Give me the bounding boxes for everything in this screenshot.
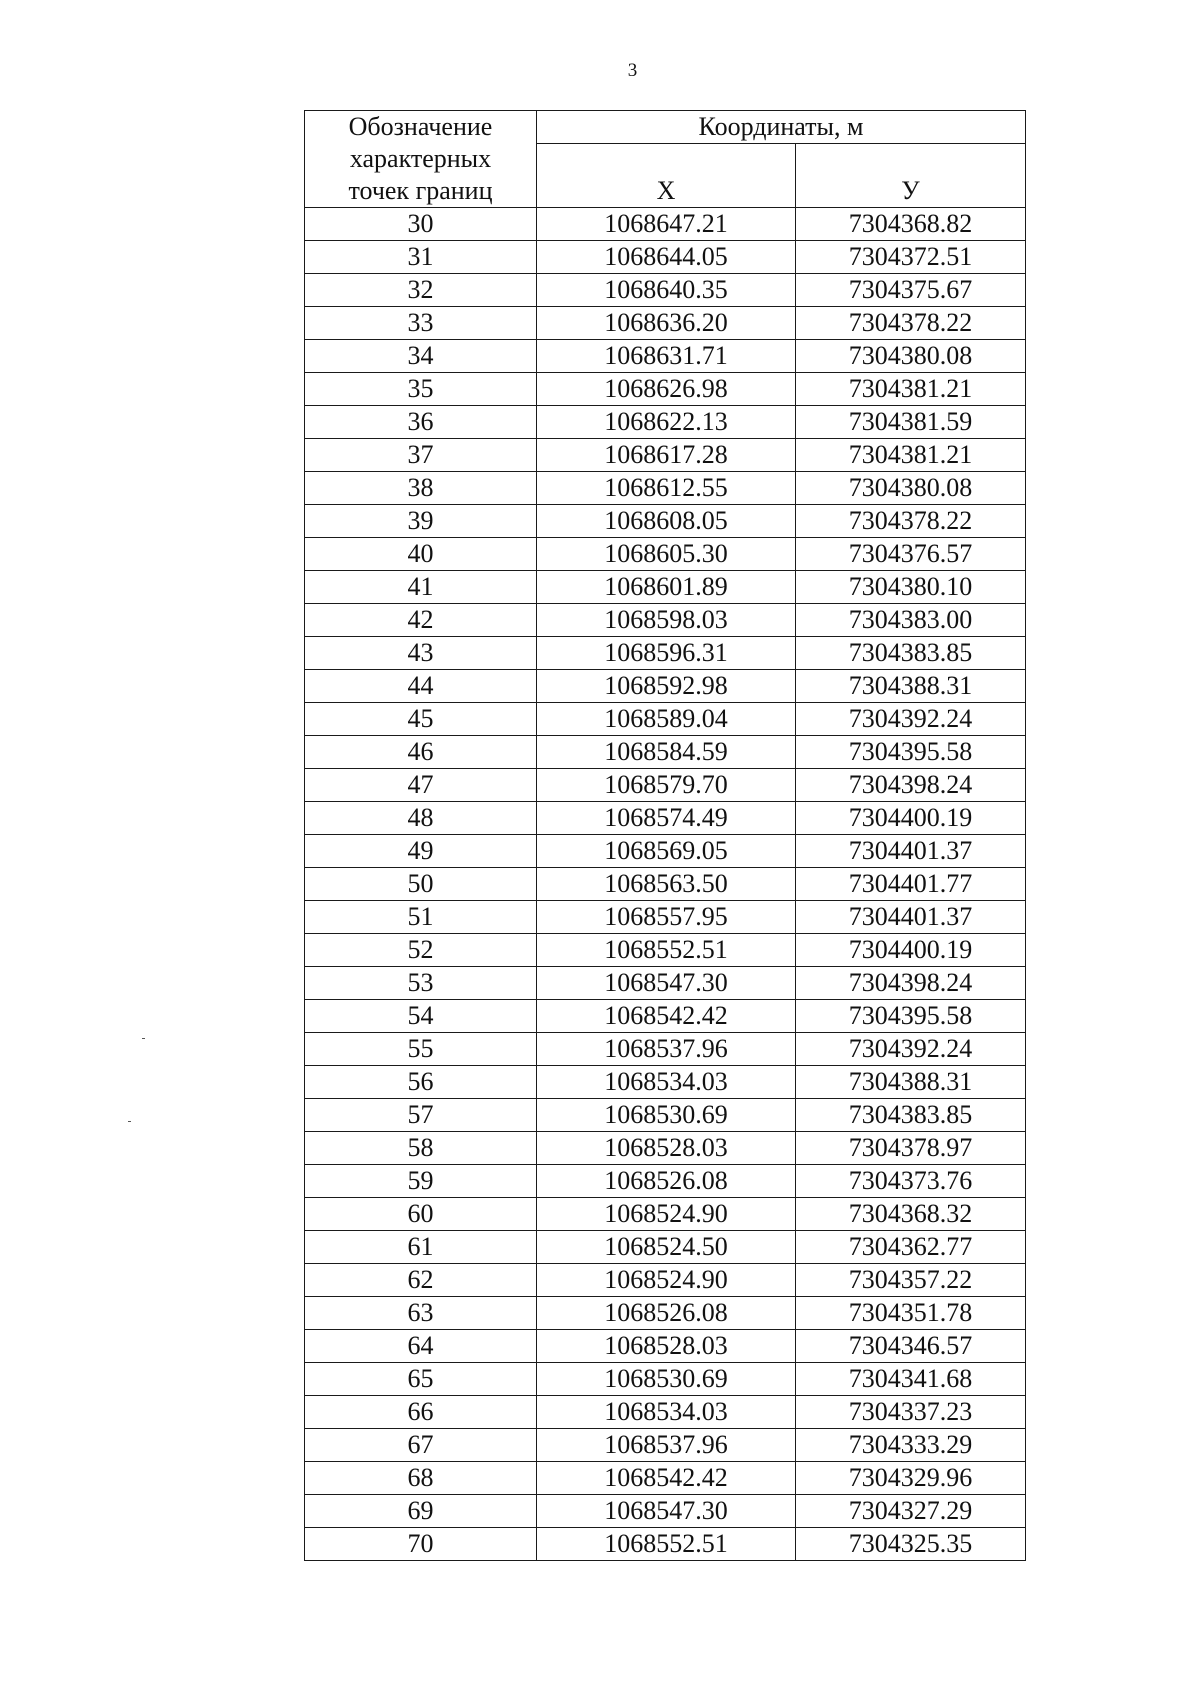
- point-cell: 56: [305, 1066, 537, 1099]
- y-coordinate-cell: 7304372.51: [796, 241, 1026, 274]
- table-row: [305, 934, 1026, 967]
- x-coordinate-cell: 1068579.70: [537, 769, 796, 802]
- y-coordinate-cell: 7304383.85: [796, 637, 1026, 670]
- point-cell: 42: [305, 604, 537, 637]
- x-coordinate-cell: 1068528.03: [537, 1330, 796, 1363]
- x-coordinate-cell: 1068526.08: [537, 1165, 796, 1198]
- point-cell: 46: [305, 736, 537, 769]
- point-header-line: Обозначение: [348, 112, 493, 141]
- table-row: [305, 1198, 1026, 1231]
- point-cell: 51: [305, 901, 537, 934]
- y-coordinate-cell: 7304381.59: [796, 406, 1026, 439]
- x-coordinate-cell: 1068589.04: [537, 703, 796, 736]
- table-row: [305, 967, 1026, 1000]
- x-coordinate-cell: 1068647.21: [537, 208, 796, 241]
- x-coordinate-cell: 1068569.05: [537, 835, 796, 868]
- y-coordinate-cell: 7304388.31: [796, 1066, 1026, 1099]
- point-cell: 49: [305, 835, 537, 868]
- table-row: [305, 472, 1026, 505]
- point-header-line: точек границ: [348, 176, 493, 205]
- point-cell: 41: [305, 571, 537, 604]
- point-cell: 35: [305, 373, 537, 406]
- y-coordinate-cell: 7304380.10: [796, 571, 1026, 604]
- table-row: [305, 1066, 1026, 1099]
- y-coordinate-cell: 7304378.97: [796, 1132, 1026, 1165]
- table-row: [305, 307, 1026, 340]
- x-coordinate-cell: 1068584.59: [537, 736, 796, 769]
- x-coordinate-cell: 1068530.69: [537, 1099, 796, 1132]
- table-row: [305, 1462, 1026, 1495]
- table-row: [305, 1297, 1026, 1330]
- table-row: [305, 439, 1026, 472]
- x-coordinate-cell: 1068631.71: [537, 340, 796, 373]
- y-coordinate-cell: 7304368.82: [796, 208, 1026, 241]
- point-cell: 59: [305, 1165, 537, 1198]
- point-designation-header: [305, 111, 537, 208]
- point-cell: 61: [305, 1231, 537, 1264]
- point-cell: 66: [305, 1396, 537, 1429]
- table-row: [305, 769, 1026, 802]
- point-cell: 60: [305, 1198, 537, 1231]
- y-coordinate-cell: 7304392.24: [796, 1033, 1026, 1066]
- table-body: [305, 208, 1026, 1561]
- y-coordinate-cell: 7304362.77: [796, 1231, 1026, 1264]
- y-coordinate-cell: 7304373.76: [796, 1165, 1026, 1198]
- point-cell: 44: [305, 670, 537, 703]
- y-coordinate-cell: 7304381.21: [796, 373, 1026, 406]
- table-row: [305, 1429, 1026, 1462]
- table-row: [305, 1330, 1026, 1363]
- x-coordinate-cell: 1068601.89: [537, 571, 796, 604]
- x-coordinate-cell: 1068537.96: [537, 1033, 796, 1066]
- x-coordinate-cell: 1068524.90: [537, 1264, 796, 1297]
- x-coordinate-cell: 1068530.69: [537, 1363, 796, 1396]
- x-coordinate-cell: 1068552.51: [537, 934, 796, 967]
- x-coordinate-cell: 1068636.20: [537, 307, 796, 340]
- table-row: [305, 373, 1026, 406]
- table-row: [305, 736, 1026, 769]
- point-cell: 50: [305, 868, 537, 901]
- table-row: [305, 571, 1026, 604]
- point-cell: 53: [305, 967, 537, 1000]
- x-coordinate-cell: 1068542.42: [537, 1000, 796, 1033]
- y-coordinate-cell: 7304376.57: [796, 538, 1026, 571]
- y-coordinate-cell: 7304325.35: [796, 1528, 1026, 1561]
- x-coordinate-cell: 1068563.50: [537, 868, 796, 901]
- table-row: [305, 868, 1026, 901]
- table-row: [305, 340, 1026, 373]
- y-coordinate-cell: 7304400.19: [796, 934, 1026, 967]
- x-coordinate-cell: 1068528.03: [537, 1132, 796, 1165]
- table-row: [305, 1528, 1026, 1561]
- y-coordinate-cell: 7304392.24: [796, 703, 1026, 736]
- x-coordinate-cell: 1068612.55: [537, 472, 796, 505]
- y-coordinate-cell: 7304383.85: [796, 1099, 1026, 1132]
- scan-speck: [142, 1038, 145, 1039]
- x-coordinate-cell: 1068592.98: [537, 670, 796, 703]
- y-coordinate-cell: 7304375.67: [796, 274, 1026, 307]
- point-cell: 63: [305, 1297, 537, 1330]
- point-cell: 38: [305, 472, 537, 505]
- y-coordinate-cell: 7304401.77: [796, 868, 1026, 901]
- point-cell: 32: [305, 274, 537, 307]
- page-number: 3: [627, 60, 638, 81]
- scan-speck: [128, 1121, 131, 1122]
- point-cell: 48: [305, 802, 537, 835]
- x-coordinate-cell: 1068534.03: [537, 1066, 796, 1099]
- table-row: [305, 241, 1026, 274]
- table-row: [305, 1033, 1026, 1066]
- table-row: [305, 208, 1026, 241]
- table-row: [305, 538, 1026, 571]
- x-coordinate-cell: 1068644.05: [537, 241, 796, 274]
- x-coordinate-cell: 1068547.30: [537, 967, 796, 1000]
- table-row: [305, 1165, 1026, 1198]
- y-coordinate-cell: 7304398.24: [796, 769, 1026, 802]
- point-cell: 52: [305, 934, 537, 967]
- y-coordinate-cell: 7304337.23: [796, 1396, 1026, 1429]
- table-row: [305, 505, 1026, 538]
- x-coordinate-cell: 1068596.31: [537, 637, 796, 670]
- x-coordinate-cell: 1068537.96: [537, 1429, 796, 1462]
- table-row: [305, 637, 1026, 670]
- table-row: [305, 1396, 1026, 1429]
- table-row: [305, 1363, 1026, 1396]
- point-cell: 37: [305, 439, 537, 472]
- point-cell: 34: [305, 340, 537, 373]
- point-cell: 54: [305, 1000, 537, 1033]
- coordinates-table: [304, 110, 1026, 1561]
- y-coordinate-cell: 7304380.08: [796, 472, 1026, 505]
- point-cell: 36: [305, 406, 537, 439]
- table-row: [305, 274, 1026, 307]
- table-row: [305, 835, 1026, 868]
- table-row: [305, 703, 1026, 736]
- x-coordinate-cell: 1068524.90: [537, 1198, 796, 1231]
- table-row: [305, 802, 1026, 835]
- point-header-line: характерных: [349, 144, 492, 173]
- x-coordinate-cell: 1068574.49: [537, 802, 796, 835]
- point-cell: 33: [305, 307, 537, 340]
- y-coordinate-cell: 7304333.29: [796, 1429, 1026, 1462]
- point-cell: 67: [305, 1429, 537, 1462]
- table-row: [305, 1000, 1026, 1033]
- y-coordinate-cell: 7304368.32: [796, 1198, 1026, 1231]
- y-coordinate-cell: 7304378.22: [796, 307, 1026, 340]
- table-row: [305, 1231, 1026, 1264]
- point-cell: 62: [305, 1264, 537, 1297]
- x-coordinate-cell: 1068557.95: [537, 901, 796, 934]
- y-coordinate-cell: 7304346.57: [796, 1330, 1026, 1363]
- x-coordinate-cell: 1068640.35: [537, 274, 796, 307]
- y-coordinate-cell: 7304378.22: [796, 505, 1026, 538]
- y-coordinate-cell: 7304395.58: [796, 736, 1026, 769]
- point-cell: 65: [305, 1363, 537, 1396]
- y-coordinate-cell: 7304401.37: [796, 835, 1026, 868]
- point-cell: 55: [305, 1033, 537, 1066]
- table-row: [305, 1264, 1026, 1297]
- x-coordinate-cell: 1068608.05: [537, 505, 796, 538]
- x-coordinate-cell: 1068605.30: [537, 538, 796, 571]
- point-cell: 40: [305, 538, 537, 571]
- x-coordinate-cell: 1068526.08: [537, 1297, 796, 1330]
- table-header: [305, 111, 1026, 208]
- x-coordinate-cell: 1068598.03: [537, 604, 796, 637]
- table-row: [305, 1099, 1026, 1132]
- y-coordinate-cell: 7304400.19: [796, 802, 1026, 835]
- x-coordinate-cell: 1068626.98: [537, 373, 796, 406]
- point-cell: 30: [305, 208, 537, 241]
- y-column-header: У: [796, 144, 1026, 208]
- x-coordinate-cell: 1068534.03: [537, 1396, 796, 1429]
- point-cell: 64: [305, 1330, 537, 1363]
- y-coordinate-cell: 7304388.31: [796, 670, 1026, 703]
- point-cell: 31: [305, 241, 537, 274]
- y-coordinate-cell: 7304327.29: [796, 1495, 1026, 1528]
- point-cell: 57: [305, 1099, 537, 1132]
- table-row: [305, 670, 1026, 703]
- point-cell: 68: [305, 1462, 537, 1495]
- point-cell: 70: [305, 1528, 537, 1561]
- table-row: [305, 604, 1026, 637]
- x-coordinate-cell: 1068617.28: [537, 439, 796, 472]
- x-coordinate-cell: 1068524.50: [537, 1231, 796, 1264]
- y-coordinate-cell: 7304401.37: [796, 901, 1026, 934]
- x-coordinate-cell: 1068542.42: [537, 1462, 796, 1495]
- y-coordinate-cell: 7304380.08: [796, 340, 1026, 373]
- table-row: [305, 901, 1026, 934]
- y-coordinate-cell: 7304329.96: [796, 1462, 1026, 1495]
- y-coordinate-cell: 7304341.68: [796, 1363, 1026, 1396]
- y-coordinate-cell: 7304381.21: [796, 439, 1026, 472]
- y-coordinate-cell: 7304351.78: [796, 1297, 1026, 1330]
- table-row: [305, 406, 1026, 439]
- x-column-header: X: [537, 144, 796, 208]
- table-row: [305, 1132, 1026, 1165]
- point-cell: 47: [305, 769, 537, 802]
- x-coordinate-cell: 1068622.13: [537, 406, 796, 439]
- point-cell: 39: [305, 505, 537, 538]
- x-coordinate-cell: 1068547.30: [537, 1495, 796, 1528]
- y-coordinate-cell: 7304398.24: [796, 967, 1026, 1000]
- point-cell: 69: [305, 1495, 537, 1528]
- x-coordinate-cell: 1068552.51: [537, 1528, 796, 1561]
- coordinates-header: Координаты, м: [537, 111, 1026, 144]
- point-cell: 43: [305, 637, 537, 670]
- y-coordinate-cell: 7304383.00: [796, 604, 1026, 637]
- table-row: [305, 1495, 1026, 1528]
- y-coordinate-cell: 7304395.58: [796, 1000, 1026, 1033]
- y-coordinate-cell: 7304357.22: [796, 1264, 1026, 1297]
- point-cell: 45: [305, 703, 537, 736]
- point-cell: 58: [305, 1132, 537, 1165]
